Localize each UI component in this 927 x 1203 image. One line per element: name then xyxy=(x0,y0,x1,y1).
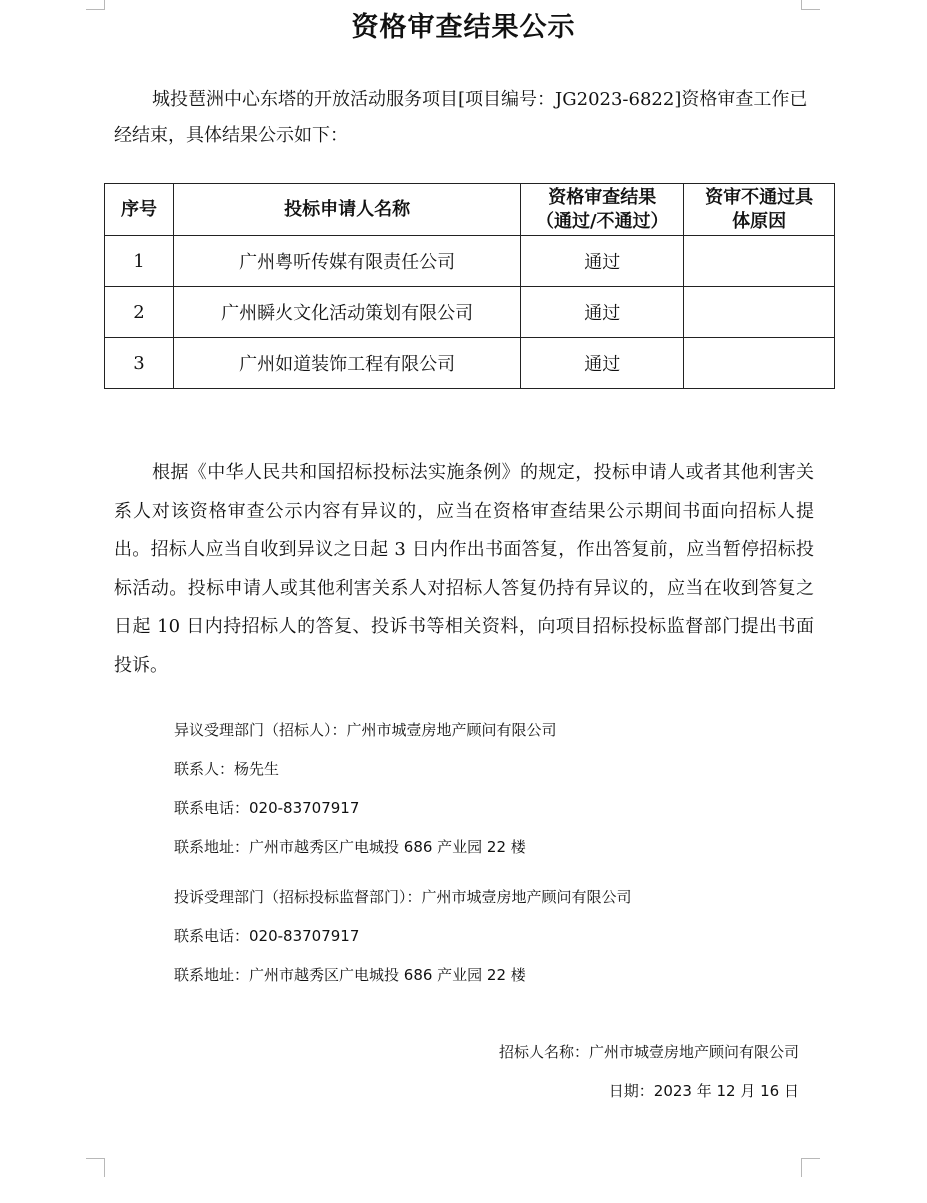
header-no: 序号 xyxy=(105,184,174,236)
table-header-row xyxy=(105,184,835,236)
tenderer-name: 招标人名称：广州市城壹房地产顾问有限公司 xyxy=(498,1043,799,1061)
row-result: 通过 xyxy=(521,287,684,338)
objection-contact-person: 联系人：杨先生 xyxy=(174,760,280,778)
row-reason xyxy=(684,236,835,287)
row-reason xyxy=(684,338,835,389)
objection-dept: 异议受理部门（招标人）：广州市城壹房地产顾问有限公司 xyxy=(174,721,557,739)
header-result xyxy=(521,184,684,236)
header-applicant-name: 投标申请人名称 xyxy=(173,184,520,236)
table-row xyxy=(105,287,835,338)
objection-phone: 联系电话：020-83707917 xyxy=(174,799,360,817)
complaint-address: 联系地址：广州市越秀区广电城投 686 产业园 22 楼 xyxy=(174,966,526,984)
result-table xyxy=(104,183,835,389)
page-corner-mark-bottom-left xyxy=(86,1158,105,1177)
notice-date: 日期：2023 年 12 月 16 日 xyxy=(608,1082,799,1100)
page-corner-mark-bottom-right xyxy=(801,1158,820,1177)
row-applicant-name: 广州粤听传媒有限责任公司 xyxy=(173,236,520,287)
complaint-phone: 联系电话：020-83707917 xyxy=(174,927,360,945)
header-result-line2: （通过/不通过） xyxy=(535,210,669,232)
header-reason-line2: 体原因 xyxy=(732,210,787,232)
document-title: 资格审查结果公示 xyxy=(351,12,576,43)
intro-paragraph: 城投琶洲中心东塔的开放活动服务项目[项目编号：JG2023-6822]资格审查工作已经结束，具体结果公示如下： xyxy=(114,89,808,146)
header-reason-line1: 资审不通过具 xyxy=(705,186,814,208)
row-no: 2 xyxy=(105,287,174,338)
objection-notice-paragraph: 根据《中华人民共和国招标投标法实施条例》的规定，投标申请人或者其他利害关系人对该资格审查公示内容有异议的，应当在资格审查结果公示期间书面向招标人提出。招标人应当自收到异议之日起 3 日内作出书面答复，作出答复前，应当暂停招标投标活动。投标申请人或其他利害关系人对招标人答复仍持有异议的，应当在收到答复之日起 10 日内持招标人的答复、投诉书等相关资料，向项目招标投标监督部门提出书面投诉。 xyxy=(114,462,815,676)
header-reason xyxy=(684,184,835,236)
row-reason xyxy=(684,287,835,338)
objection-address: 联系地址：广州市越秀区广电城投 686 产业园 22 楼 xyxy=(174,838,526,856)
row-result: 通过 xyxy=(521,236,684,287)
row-applicant-name: 广州瞬火文化活动策划有限公司 xyxy=(173,287,520,338)
row-no: 3 xyxy=(105,338,174,389)
row-no: 1 xyxy=(105,236,174,287)
complaint-dept: 投诉受理部门（招标投标监督部门）：广州市城壹房地产顾问有限公司 xyxy=(174,888,632,906)
header-result-line1: 资格审查结果 xyxy=(548,186,657,208)
row-applicant-name: 广州如道装饰工程有限公司 xyxy=(173,338,520,389)
row-result: 通过 xyxy=(521,338,684,389)
table-row xyxy=(105,338,835,389)
table-row xyxy=(105,236,835,287)
